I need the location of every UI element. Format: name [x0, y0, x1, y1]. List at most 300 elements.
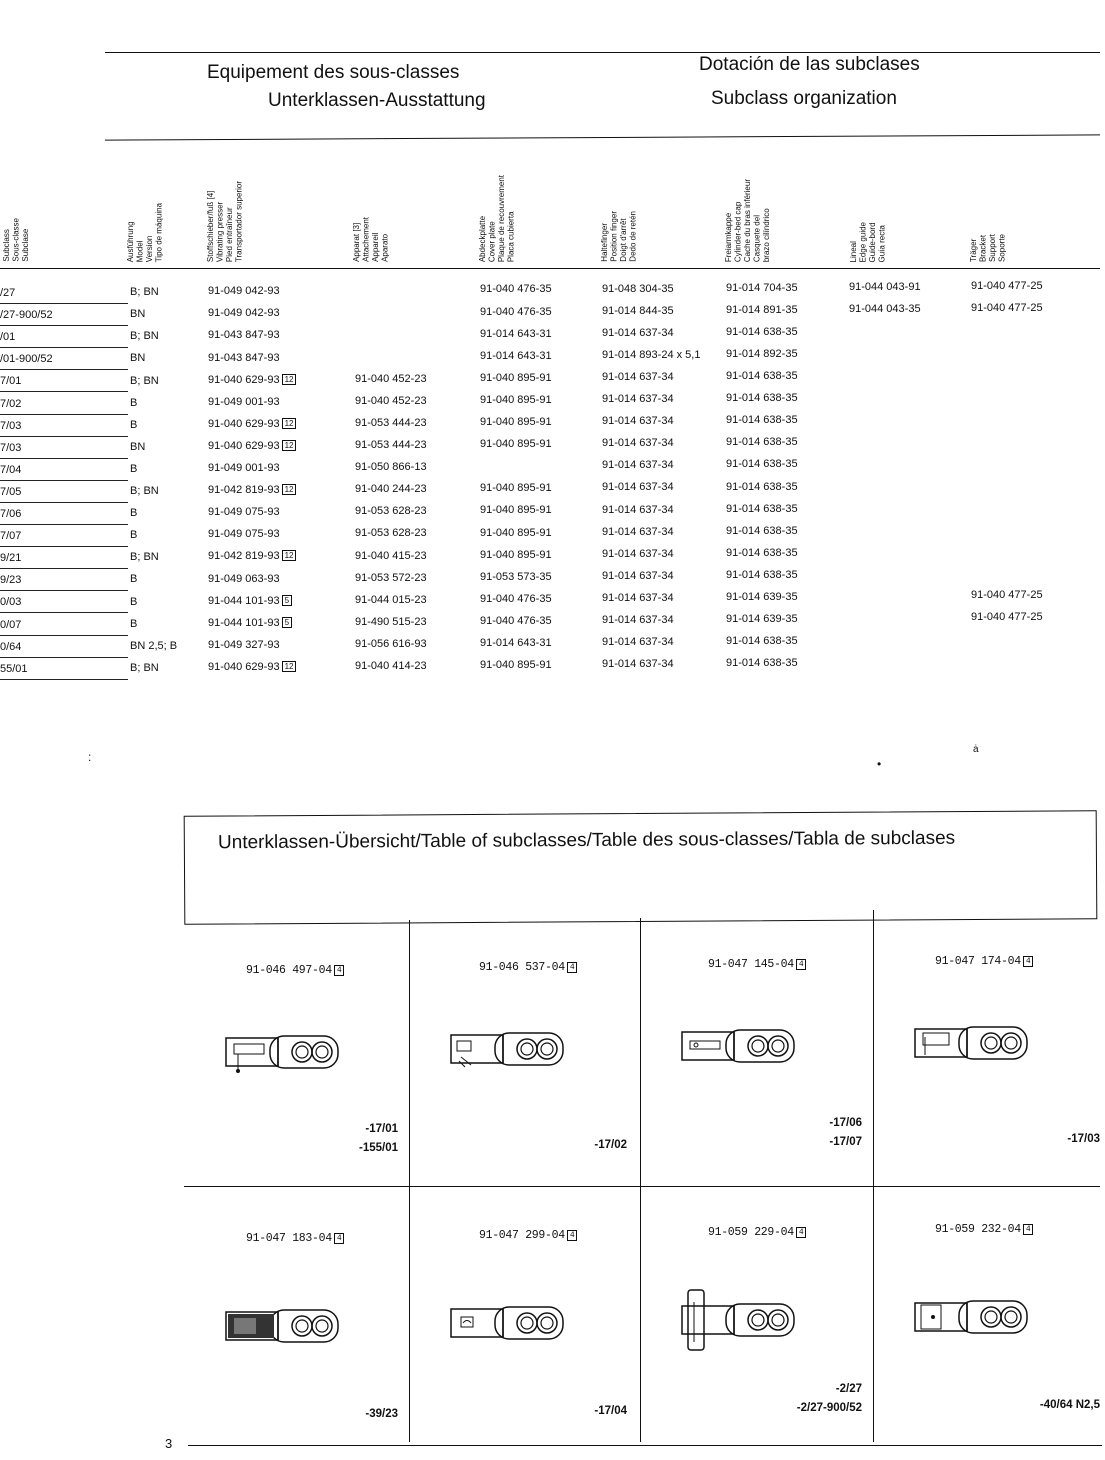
cell-presser [208, 639, 280, 651]
part-number-text: 91-047 183-04 [246, 1232, 332, 1245]
cell-attachment-text: 91-040 452-23 [355, 372, 427, 385]
cell-cover-text: 91-014 643-31 [480, 349, 552, 362]
cell-guide [849, 303, 921, 315]
cell-model [130, 573, 137, 585]
cell-model-text: BN 2,5; B [130, 639, 178, 652]
cell-finger [602, 415, 674, 427]
presser-foot-drawing [678, 1282, 818, 1352]
cell-cap [726, 635, 798, 647]
boxed-note-mark: 4 [334, 1233, 345, 1244]
part-number [708, 958, 806, 971]
cell-subclass-text: /27-900/52 [0, 309, 53, 322]
presser-foot-drawing [222, 1288, 362, 1358]
cell-cover [480, 283, 552, 295]
cell-finger [602, 349, 700, 361]
cell-cap-text: 91-014 639-35 [726, 591, 798, 603]
boxed-note-mark: 4 [334, 965, 345, 976]
part-number [479, 1229, 577, 1242]
cell-presser [208, 307, 280, 319]
row-divider [0, 436, 128, 437]
cell-subclass-text: 7/03 [0, 419, 22, 432]
cell-cap [726, 414, 798, 426]
cell-subclass-text: /27 [0, 287, 16, 299]
cell-attachment-text: 91-053 628-23 [355, 527, 427, 540]
boxed-note-mark: 12 [282, 484, 297, 495]
column-header-label: Ausführung Model Version Tipo de máquina [126, 202, 164, 262]
cell-cover-text: 91-040 895-91 [480, 416, 552, 428]
cell-cap [726, 348, 798, 360]
cell-model-text: B; BN [130, 330, 159, 343]
cell-bracket-text: 91-040 477-25 [971, 301, 1043, 314]
title-french: Equipement des sous-classes [207, 62, 460, 83]
cell-subclass-text: 7/02 [0, 397, 22, 410]
cell-cap [726, 613, 798, 625]
cell-subclass-text: 7/06 [0, 508, 22, 520]
cell-cover [480, 482, 552, 494]
cell-bracket [971, 302, 1043, 314]
cell-attachment-text: 91-053 444-23 [355, 416, 427, 429]
cell-presser [208, 595, 292, 607]
cell-subclass [0, 641, 21, 653]
cell-attachment-text: 91-040 415-23 [355, 549, 427, 562]
subclass-label: -2/27-900/52 [796, 1402, 862, 1414]
part-number-text: 91-047 145-04 [708, 958, 794, 971]
subclass-label: -155/01 [358, 1142, 398, 1154]
column-header-label: Stoffschieber/fuß [4] Vibrating presser Pied entraîneur Transportador superior [206, 180, 244, 262]
part-number-text: 91-047 299-04 [479, 1229, 565, 1242]
cell-model [130, 529, 137, 541]
boxed-note-mark: 4 [567, 1230, 578, 1241]
row-divider [0, 590, 128, 591]
cell-presser-text: 91-044 101-93 [208, 616, 280, 629]
subclass-label: -2/27 [835, 1383, 862, 1395]
cell-finger [602, 570, 674, 582]
cell-finger [602, 305, 674, 317]
cell-subclass [0, 552, 21, 564]
cell-cover [480, 350, 552, 362]
cell-presser [208, 661, 296, 673]
column-header-presser [206, 152, 266, 262]
cell-cover-text: 91-040 895-91 [480, 371, 552, 384]
cell-subclass [0, 353, 53, 365]
cell-finger [602, 283, 674, 295]
subclass-label: -17/01 [365, 1123, 398, 1135]
cell-attachment [355, 505, 427, 517]
cell-subclass [0, 331, 15, 343]
row-divider [0, 480, 128, 481]
cell-cap [726, 392, 798, 404]
cell-attachment-text: 91-044 015-23 [355, 593, 427, 606]
cell-model-text: B [130, 396, 138, 409]
grid-divider [873, 910, 874, 1442]
cell-presser [208, 550, 296, 562]
cell-model-text: BN [130, 308, 146, 321]
cell-model [130, 618, 137, 630]
cell-subclass-text: 7/01 [0, 375, 22, 388]
cell-attachment [355, 439, 427, 451]
cell-subclass [0, 663, 28, 675]
cell-presser-text: 91-043 847-93 [208, 351, 280, 364]
row-divider [0, 679, 128, 680]
part-number-text: 91-046 537-04 [479, 961, 565, 974]
cell-attachment-text: 91-040 452-23 [355, 394, 427, 407]
row-divider [0, 524, 128, 525]
cell-attachment [355, 483, 427, 495]
cell-presser [208, 528, 280, 540]
cell-finger [602, 658, 674, 670]
cell-model-text: B [130, 573, 138, 586]
cell-presser [208, 329, 280, 341]
title-german: Unterklassen-Ausstattung [268, 90, 486, 111]
cell-finger [602, 393, 674, 405]
column-header-finger [600, 152, 660, 262]
cell-model [130, 375, 159, 387]
cell-presser [208, 484, 296, 496]
cell-attachment-text: 91-040 414-23 [355, 660, 427, 672]
cell-cover-text: 91-040 476-35 [480, 305, 552, 318]
cell-finger-text: 91-014 637-34 [602, 415, 674, 428]
cell-cover [480, 438, 552, 450]
cell-attachment [355, 550, 427, 562]
cell-cap [726, 458, 798, 470]
cell-cap [726, 436, 798, 448]
cell-presser-text: 91-040 629-93 [208, 373, 280, 386]
presser-foot-drawing [678, 1008, 818, 1078]
cell-finger [602, 592, 674, 604]
cell-cover-text: 91-040 895-91 [480, 526, 552, 539]
cell-model-text: B; BN [130, 661, 159, 674]
header-top-rule [105, 52, 1100, 53]
cell-model [130, 507, 137, 519]
cell-presser-text: 91-049 327-93 [208, 638, 280, 651]
row-divider [0, 414, 128, 415]
cell-attachment [355, 594, 427, 606]
cell-finger-text: 91-014 637-34 [602, 370, 674, 383]
cell-bracket [971, 280, 1043, 292]
cell-finger-text: 91-014 637-34 [602, 658, 674, 671]
cell-cap-text: 91-014 638-35 [726, 392, 798, 405]
cell-presser [208, 285, 280, 297]
cell-cover [480, 571, 552, 583]
cell-cover [480, 328, 552, 340]
cell-attachment-text: 91-053 572-23 [355, 571, 427, 584]
boxed-note-mark: 4 [1023, 1224, 1034, 1235]
overview-title: Unterklassen-Übersicht/Table of subclasses/Table des sous-classes/Tabla de subclases [217, 827, 956, 854]
cell-model [130, 640, 177, 652]
cell-finger [602, 459, 674, 471]
cell-cover [480, 504, 552, 516]
cell-cover [480, 372, 552, 384]
cell-model [130, 352, 145, 364]
cell-finger [602, 526, 674, 538]
cell-cap [726, 547, 798, 559]
cell-presser-text: 91-049 075-93 [208, 528, 280, 541]
title-spanish: Dotación de las subclases [699, 54, 920, 75]
cell-cap [726, 370, 798, 382]
grid-divider [409, 920, 410, 1442]
row-divider [0, 635, 128, 636]
boxed-note-mark: 4 [796, 1227, 807, 1238]
cell-finger [602, 437, 674, 449]
cell-finger-text: 91-014 637-34 [602, 614, 674, 626]
cell-subclass-text: 9/21 [0, 552, 22, 565]
cell-model [130, 441, 145, 453]
subclass-label: -17/04 [594, 1405, 627, 1417]
cell-presser-text: 91-049 063-93 [208, 572, 280, 585]
row-divider [0, 502, 128, 503]
presser-foot-drawing [222, 1014, 362, 1084]
cell-cover-text: 91-040 895-91 [480, 659, 552, 672]
cell-subclass-text: 7/05 [0, 485, 22, 498]
cell-finger [602, 481, 674, 493]
cell-attachment [355, 527, 427, 539]
cell-cover [480, 659, 552, 671]
cell-finger [602, 371, 674, 383]
cell-finger-text: 91-014 637-34 [602, 569, 674, 582]
cell-subclass [0, 375, 21, 387]
part-number-text: 91-047 174-04 [935, 955, 1021, 968]
boxed-note-mark: 5 [282, 617, 292, 628]
cell-subclass-text: 55/01 [0, 662, 28, 675]
cell-cap-text: 91-014 638-35 [726, 657, 798, 670]
presser-foot-drawing [447, 1285, 587, 1355]
cell-cap [726, 503, 798, 515]
stray-mark: • [877, 757, 882, 771]
cell-model [130, 286, 159, 298]
cell-cap-text: 91-014 638-35 [726, 325, 798, 338]
part-number [708, 1226, 806, 1239]
cell-subclass [0, 619, 21, 631]
cell-attachment [355, 660, 427, 672]
cell-subclass [0, 486, 21, 498]
cell-cover-text: 91-014 643-31 [480, 637, 552, 649]
cell-subclass [0, 420, 21, 432]
subclass-label: -17/07 [829, 1136, 862, 1148]
overview-title-box [184, 810, 1098, 925]
cell-subclass-text: 7/04 [0, 463, 22, 476]
column-header-label: Träger Bracket Support Soporte [969, 233, 1007, 262]
row-divider [0, 325, 128, 326]
cell-cover-text: 91-053 573-35 [480, 570, 552, 583]
cell-cover-text: 91-040 476-35 [480, 614, 552, 627]
cell-finger-text: 91-014 637-34 [602, 481, 674, 494]
cell-cap-text: 91-014 704-35 [726, 281, 798, 294]
cell-subclass [0, 574, 21, 586]
cell-finger [602, 614, 674, 626]
cell-model-text: B [130, 617, 138, 630]
cell-presser-text: 91-049 042-93 [208, 285, 280, 298]
cell-guide-text: 91-044 043-35 [849, 302, 921, 315]
part-number [246, 1232, 344, 1245]
cell-finger-text: 91-014 637-34 [602, 591, 674, 604]
cell-cover [480, 394, 552, 406]
column-header-subclass [2, 152, 62, 262]
cell-subclass [0, 442, 21, 454]
cell-subclass [0, 530, 21, 542]
cell-bracket-text: 91-040 477-25 [971, 611, 1043, 624]
cell-cover-text: 91-040 895-91 [480, 393, 552, 406]
title-english: Subclass organization [711, 88, 897, 109]
cell-presser-text: 91-044 101-93 [208, 594, 280, 607]
column-header-label: Subclass Sous-classe Subclase [2, 218, 30, 262]
cell-finger-text: 91-048 304-35 [602, 282, 674, 295]
cell-cover [480, 549, 552, 561]
cell-subclass [0, 398, 21, 410]
cell-cover [480, 593, 552, 605]
cell-cap-text: 91-014 892-35 [726, 347, 798, 360]
row-divider [0, 546, 128, 547]
cell-guide-text: 91-044 043-91 [849, 280, 921, 293]
cell-cap-text: 91-014 638-35 [726, 436, 798, 449]
cell-cap-text: 91-014 638-35 [726, 458, 798, 471]
row-divider [0, 347, 128, 348]
cell-subclass [0, 309, 53, 321]
cell-cap [726, 591, 798, 603]
column-header-label: Haltefinger Position finger Doigt d'arrêt Dedo de retén [600, 211, 638, 262]
row-divider [0, 303, 128, 304]
cell-attachment [355, 461, 427, 473]
cell-presser [208, 506, 280, 518]
cell-presser [208, 440, 296, 452]
column-header-guide [849, 152, 909, 262]
cell-presser-text: 91-042 819-93 [208, 484, 280, 497]
cell-cover-text: 91-040 895-91 [480, 504, 552, 517]
cell-presser-text: 91-049 075-93 [208, 506, 280, 519]
cell-cap [726, 481, 798, 493]
cell-subclass [0, 464, 21, 476]
cell-presser [208, 352, 280, 364]
row-divider [0, 391, 128, 392]
cell-finger [602, 548, 674, 560]
cell-subclass [0, 596, 21, 608]
cell-attachment [355, 572, 427, 584]
part-number-text: 91-059 232-04 [935, 1223, 1021, 1236]
row-divider [0, 657, 128, 658]
cell-finger-text: 91-014 637-34 [602, 393, 674, 405]
presser-foot-drawing [911, 1005, 1051, 1075]
cell-model [130, 662, 159, 674]
cell-subclass-text: 0/07 [0, 618, 22, 631]
cell-subclass-text: 7/03 [0, 441, 22, 454]
cell-model-text: B [130, 418, 138, 431]
cell-subclass-text: 0/03 [0, 596, 22, 609]
boxed-note-mark: 4 [796, 959, 807, 970]
cell-cover [480, 416, 552, 428]
boxed-note-mark: 5 [282, 595, 292, 606]
column-header-cover [478, 152, 538, 262]
cell-bracket-text: 91-040 477-25 [971, 589, 1043, 602]
boxed-note-mark: 12 [282, 550, 297, 561]
cell-attachment-text: 91-040 244-23 [355, 483, 427, 496]
cell-cover-text: 91-040 476-35 [480, 592, 552, 605]
cell-cap-text: 91-014 638-35 [726, 480, 798, 493]
part-number [479, 961, 577, 974]
page-bottom-rule [188, 1445, 1102, 1446]
cell-finger-text: 91-014 637-34 [602, 459, 674, 472]
cell-presser-text: 91-049 042-93 [208, 307, 280, 320]
cell-finger-text: 91-014 893-24 x 5,1 [602, 348, 701, 361]
part-number [246, 964, 344, 977]
cell-subclass-text: 7/07 [0, 530, 22, 543]
column-header-label: Lineal Edge guide Guide-bord Guía recta [849, 221, 887, 262]
subclass-label: -40/64 N2,5 [1039, 1399, 1100, 1411]
cell-finger-text: 91-014 637-34 [602, 525, 674, 538]
row-divider [0, 612, 128, 613]
cell-guide [849, 281, 921, 293]
cell-model [130, 485, 159, 497]
cell-cap [726, 326, 798, 338]
part-number [935, 1223, 1033, 1236]
cell-presser [208, 374, 296, 386]
cell-cover [480, 637, 552, 649]
cell-finger-text: 91-014 637-34 [602, 547, 674, 560]
cell-finger-text: 91-014 637-34 [602, 636, 674, 649]
cell-cap-text: 91-014 638-35 [726, 414, 798, 427]
header-bottom-rule [105, 134, 1100, 140]
grid-divider [640, 918, 641, 1442]
cell-model [130, 551, 159, 563]
column-header-bracket [969, 152, 1029, 262]
cell-finger [602, 636, 674, 648]
cell-model [130, 596, 137, 608]
column-header-cap [724, 152, 784, 262]
cell-attachment [355, 417, 427, 429]
cell-cap-text: 91-014 638-35 [726, 635, 798, 648]
subclass-label: -39/23 [365, 1408, 398, 1420]
row-divider [0, 568, 128, 569]
cell-cover-text: 91-040 895-91 [480, 438, 552, 451]
cell-model [130, 463, 137, 475]
boxed-note-mark: 12 [282, 661, 297, 672]
cell-subclass-text: /01 [0, 331, 16, 344]
cell-cap-text: 91-014 638-35 [726, 370, 798, 382]
cell-cover-text: 91-040 476-35 [480, 283, 552, 296]
subclass-label: -17/02 [594, 1139, 627, 1151]
cell-cover [480, 306, 552, 318]
cell-attachment [355, 638, 427, 650]
cell-cap [726, 282, 798, 294]
cell-presser-text: 91-043 847-93 [208, 329, 280, 342]
stray-mark: : [88, 750, 92, 764]
column-header-label: Abdeckplatte Cover plate Plaque de recouvrement Placa cubierta [478, 174, 516, 262]
cell-presser-text: 91-049 001-93 [208, 395, 280, 408]
cell-attachment [355, 616, 427, 628]
cell-attachment-text: 91-053 628-23 [355, 505, 427, 518]
cell-cap-text: 91-014 638-35 [726, 568, 798, 581]
part-number-text: 91-046 497-04 [246, 964, 332, 977]
column-header-rule [0, 268, 1100, 269]
cell-subclass-text: 0/64 [0, 640, 22, 653]
cell-cap-text: 91-014 639-35 [726, 613, 798, 626]
cell-cap-text: 91-014 638-35 [726, 502, 798, 515]
cell-presser-text: 91-040 629-93 [208, 660, 280, 673]
cell-bracket [971, 589, 1043, 601]
cell-subclass-text: /01-900/52 [0, 353, 53, 366]
cell-presser [208, 396, 280, 408]
cell-cover [480, 615, 552, 627]
boxed-note-mark: 4 [567, 962, 578, 973]
boxed-note-mark: 12 [282, 374, 297, 385]
cell-bracket-text: 91-040 477-25 [971, 279, 1043, 292]
cell-cap [726, 657, 798, 669]
column-header-label: Apparat [3] Attachement Appareil Aparato [352, 217, 390, 262]
cell-presser-text: 91-042 819-93 [208, 550, 280, 563]
boxed-note-mark: 4 [1023, 956, 1034, 967]
page-number: 3 [165, 1436, 173, 1451]
cell-finger [602, 504, 674, 516]
cell-model-text: B; BN [130, 485, 159, 497]
cell-cap-text: 91-014 638-35 [726, 524, 798, 537]
